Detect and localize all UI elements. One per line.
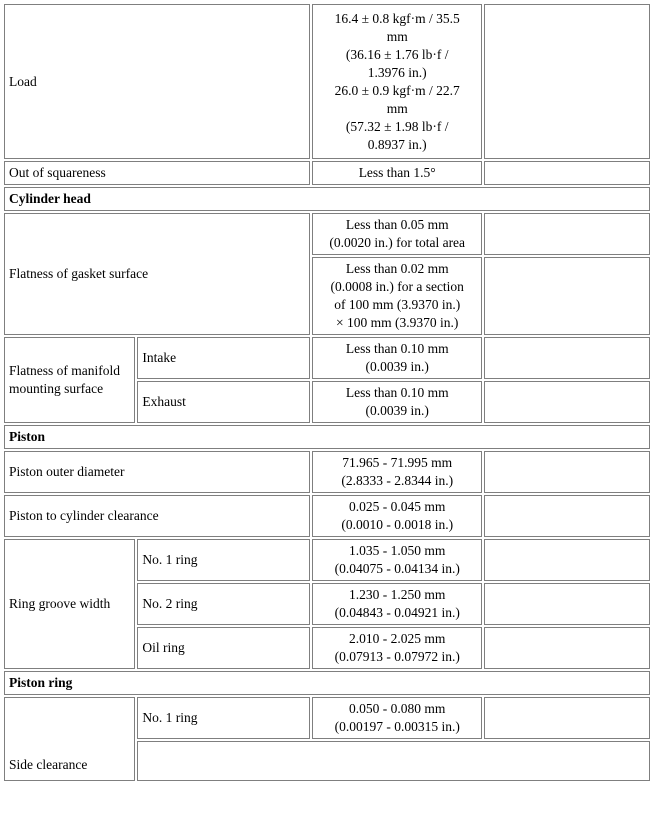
row-label-load: Load [4,4,310,159]
value-intake: Less than 0.10 mm (0.0039 in.) [312,337,483,379]
row-label-ring-groove-width: Ring groove width [4,539,135,669]
value-piston-clearance: 0.025 - 0.045 mm (0.0010 - 0.0018 in.) [312,495,483,537]
section-row-cylinder-head [4,187,650,211]
sub-label-no1-ring: No. 1 ring [137,539,310,581]
empty-cell [484,4,650,159]
table-row-groove-ring1 [4,539,650,581]
empty-cell [484,257,650,335]
table-row-load [4,4,650,159]
value-groove-no2-ring: 1.230 - 1.250 mm (0.04843 - 0.04921 in.) [312,583,483,625]
value-flatness-gasket-total: Less than 0.05 mm (0.0020 in.) for total area [312,213,483,255]
section-heading-piston: Piston [4,425,650,449]
table-row-manifold-intake [4,337,650,379]
table-row-flatness-gasket-a [4,213,650,255]
empty-cell [484,583,650,625]
section-heading-piston-ring: Piston ring [4,671,650,695]
sub-label-no2-ring: No. 2 ring [137,583,310,625]
table-row-piston-clearance [4,495,650,537]
value-exhaust: Less than 0.10 mm (0.0039 in.) [312,381,483,423]
empty-cell [484,451,650,493]
row-label-out-of-squareness: Out of squareness [4,161,310,185]
empty-cell [484,627,650,669]
empty-cell [137,741,650,781]
value-out-of-squareness: Less than 1.5° [312,161,483,185]
value-groove-oil-ring: 2.010 - 2.025 mm (0.07913 - 0.07972 in.) [312,627,483,669]
value-flatness-gasket-section: Less than 0.02 mm (0.0008 in.) for a section of 100 mm (3.9370 in.) × 100 mm (3.9370 in.) [312,257,483,335]
sub-label-exhaust: Exhaust [137,381,310,423]
row-label-piston-outer-diameter: Piston outer diameter [4,451,310,493]
empty-cell [484,539,650,581]
value-groove-no1-ring: 1.035 - 1.050 mm (0.04075 - 0.04134 in.) [312,539,483,581]
table-row-piston-outer-diameter [4,451,650,493]
value-piston-outer-diameter: 71.965 - 71.995 mm (2.8333 - 2.8344 in.) [312,451,483,493]
sub-label-intake: Intake [137,337,310,379]
empty-cell [484,337,650,379]
empty-cell [484,495,650,537]
section-heading-cylinder-head: Cylinder head [4,187,650,211]
value-side-no1-ring: 0.050 - 0.080 mm (0.00197 - 0.00315 in.) [312,697,483,739]
value-load: 16.4 ± 0.8 kgf·m / 35.5 mm (36.16 ± 1.76 lb·f / 1.3976 in.) 26.0 ± 0.9 kgf·m / 22.7 mm (57.32 ± 1.98 lb·f / 0.8937 in.) [312,4,483,159]
sub-label-side-no1-ring: No. 1 ring [137,697,310,739]
empty-cell [484,381,650,423]
empty-cell [484,213,650,255]
row-label-side-clearance: Side clearance [4,697,135,781]
empty-cell [484,161,650,185]
table-row-out-of-squareness [4,161,650,185]
spec-table [2,2,652,783]
row-label-flatness-gasket: Flatness of gasket surface [4,213,310,335]
section-row-piston [4,425,650,449]
row-label-flatness-manifold: Flatness of manifold mounting surface [4,337,135,423]
sub-label-oil-ring: Oil ring [137,627,310,669]
empty-cell [484,697,650,739]
table-row-side-clearance-ring1 [4,697,650,739]
row-label-piston-clearance: Piston to cylinder clearance [4,495,310,537]
section-row-piston-ring [4,671,650,695]
